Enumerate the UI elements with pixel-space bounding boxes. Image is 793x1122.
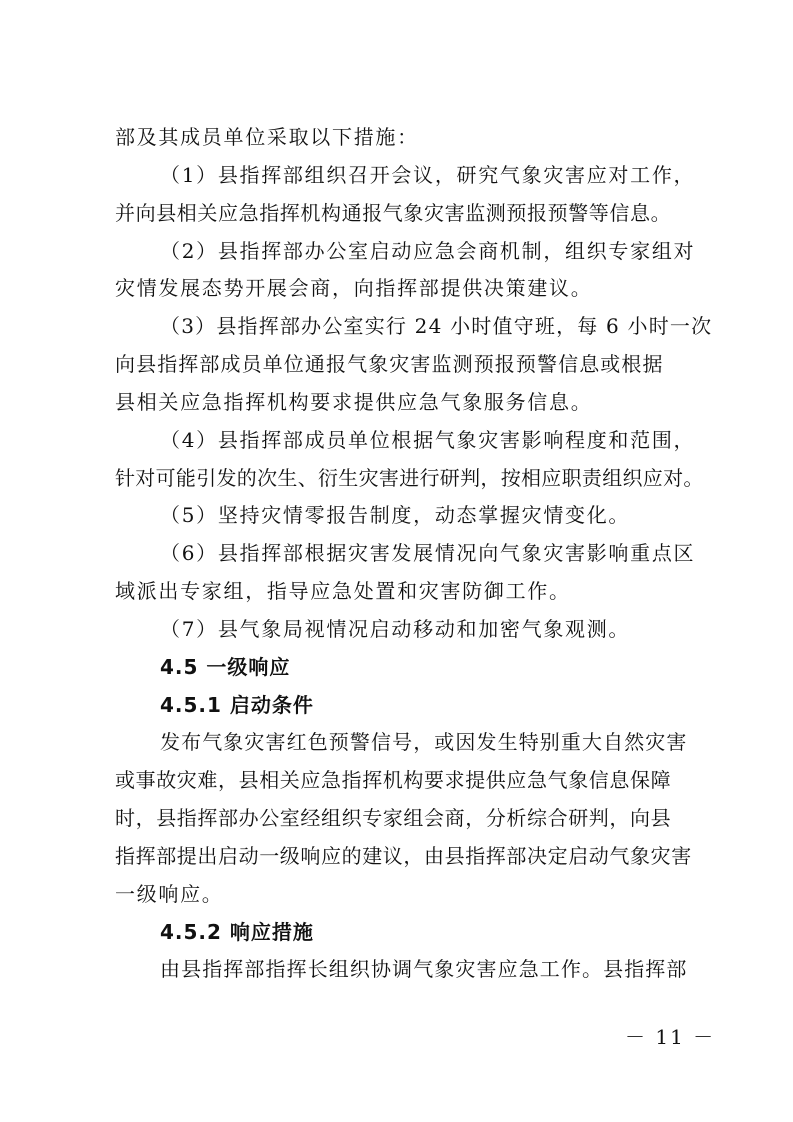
text-line: （3）县指挥部办公室实行 24 小时值守班，每 6 小时一次 xyxy=(160,314,713,338)
page-number: － 11 － xyxy=(625,1025,716,1049)
text-line: （4）县指挥部成员单位根据气象灾害影响程度和范围， xyxy=(160,428,696,452)
text-line: 一级响应。 xyxy=(115,882,224,906)
text-line: 由县指挥部指挥长组织协调气象灾害应急工作。县指挥部 xyxy=(160,957,688,981)
text-line: 向县指挥部成员单位通报气象灾害监测预报预警信息或根据 xyxy=(115,352,664,376)
section-heading: 4.5 一级响应 xyxy=(160,655,291,679)
text-line: （5）坚持灾情零报告制度，动态掌握灾情变化。 xyxy=(160,503,631,527)
text-line: （7）县气象局视情况启动移动和加密气象观测。 xyxy=(160,617,631,641)
text-line: （6）县指挥部根据灾害发展情况向气象灾害影响重点区 xyxy=(160,541,696,565)
text-line: 针对可能引发的次生、衍生灾害进行研判，按相应职责组织应对。 xyxy=(115,466,704,490)
text-line: （2）县指挥部办公室启动应急会商机制，组织专家组对 xyxy=(160,239,696,263)
text-line: 指挥部提出启动一级响应的建议，由县指挥部决定启动气象灾害 xyxy=(115,844,692,868)
text-line: 域派出专家组，指导应急处置和灾害防御工作。 xyxy=(115,579,571,603)
subsection-heading: 4.5.2 响应措施 xyxy=(160,920,314,944)
text-line: 或事故灾难，县相关应急指挥机构要求提供应急气象信息保障 xyxy=(115,768,672,792)
text-line: 灾情发展态势开展会商，向指挥部提供决策建议。 xyxy=(115,276,593,300)
text-line: （1）县指挥部组织召开会议，研究气象灾害应对工作， xyxy=(160,163,696,187)
text-line: 发布气象灾害红色预警信号，或因发生特别重大自然灾害 xyxy=(160,730,688,754)
text-line: 部及其成员单位采取以下措施： xyxy=(115,125,419,149)
subsection-heading: 4.5.1 启动条件 xyxy=(160,693,314,717)
text-line: 时，县指挥部办公室经组织专家组会商，分析综合研判，向县 xyxy=(115,806,672,830)
text-line: 并向县相关应急指挥机构通报气象灾害监测预报预警等信息。 xyxy=(115,201,672,225)
text-line: 县相关应急指挥机构要求提供应急气象服务信息。 xyxy=(115,390,593,414)
